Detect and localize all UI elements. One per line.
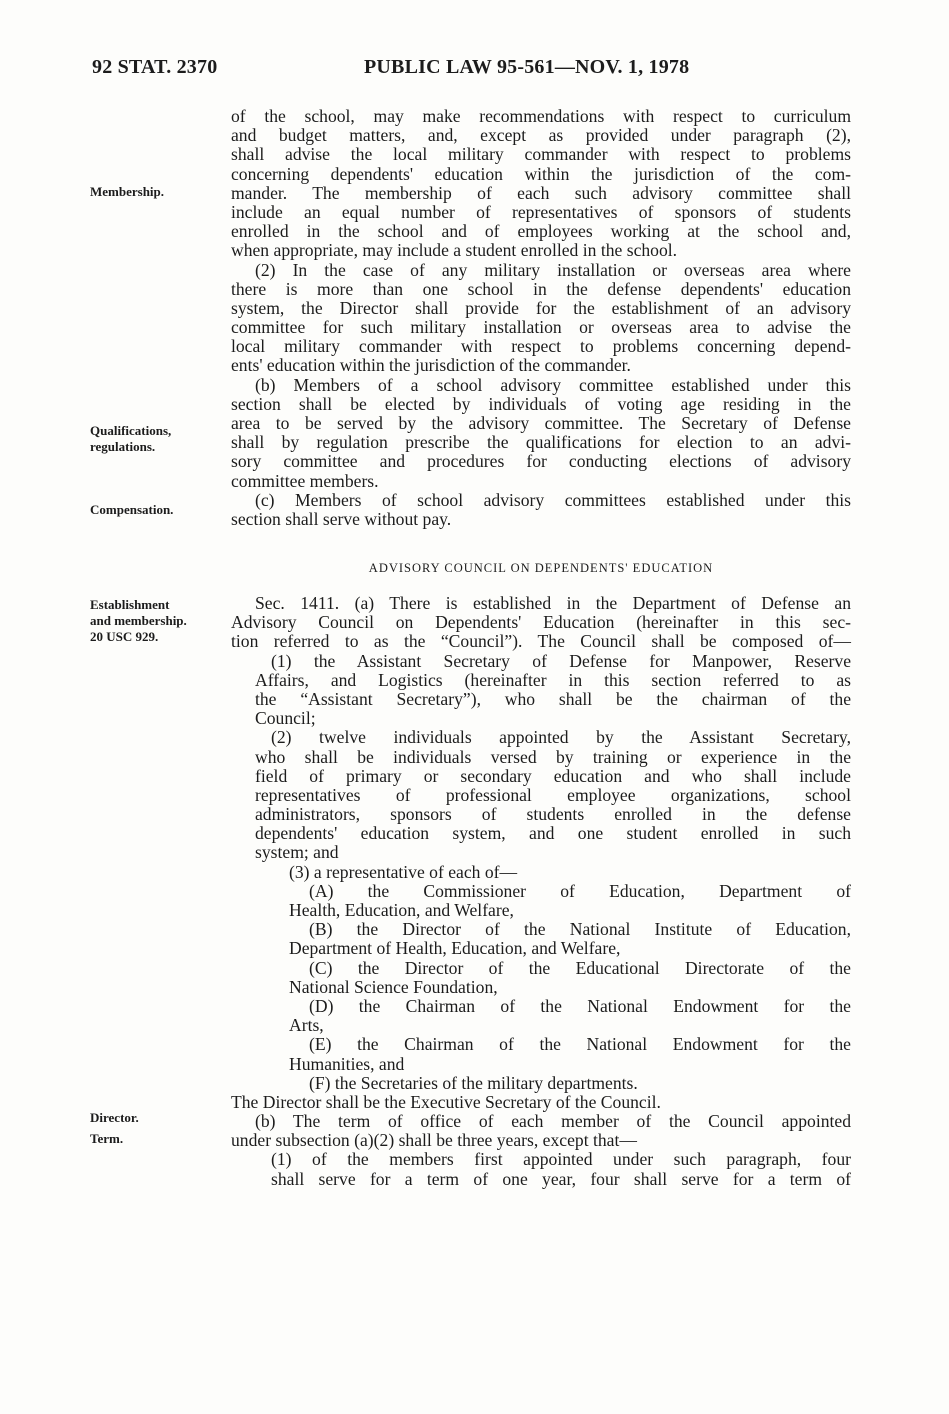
margin-note-compensation xyxy=(90,502,173,518)
text-line: The Director shall be the Executive Secretary of the Council. xyxy=(231,1091,661,1112)
text-line: Affairs, and Logistics (hereinafter in this section referred to as xyxy=(255,669,851,690)
margin-note-membership xyxy=(90,184,164,200)
margin-note-term xyxy=(90,1131,123,1147)
text-line: local military commander with respect to problems concerning depend- xyxy=(231,336,851,357)
text-line: (2) In the case of any military installation or overseas area where xyxy=(255,259,851,280)
text-line: (D) the Chairman of the National Endowment for the xyxy=(309,995,851,1016)
text-line: (b) Members of a school advisory committee established under this xyxy=(255,374,851,395)
text-line: (c) Members of school advisory committees established under this xyxy=(255,489,851,510)
text-line: ents' education within the jurisdiction of the commander. xyxy=(231,355,631,376)
margin-note-line: Qualifications, xyxy=(90,423,172,438)
margin-note-line: Compensation. xyxy=(90,502,174,517)
text-line: shall advise the local military commander with respect to problems xyxy=(231,144,851,165)
margin-note-director xyxy=(90,1110,139,1126)
text-line: enrolled in the school and of employees working at the school and, xyxy=(231,221,851,242)
text-line: Department of Health, Education, and Welfare, xyxy=(289,938,621,959)
text-line: (B) the Director of the National Institute of Education, xyxy=(309,919,851,940)
text-line: Sec. 1411. (a) There is established in the Department of Defense an xyxy=(255,593,851,613)
text-line: (A) the Commissioner of Education, Department of xyxy=(309,880,851,901)
text-line: system, the Director shall provide for the establishment of an advisory xyxy=(231,297,851,318)
text-line: committee members. xyxy=(231,470,379,491)
text-line: tion referred to as the “Council”). The Council shall be composed of— xyxy=(231,631,851,652)
text-line: National Science Foundation, xyxy=(289,976,498,997)
text-line: Advisory Council on Dependents' Education (hereinafter in this sec- xyxy=(231,612,851,633)
text-line: administrators, sponsors of students enrolled in the defense xyxy=(255,804,851,825)
text-line: Humanities, and xyxy=(289,1053,405,1074)
text-line: committee for such military installation or overseas area to advise the xyxy=(231,317,851,338)
text-line: section shall be elected by individuals of voting age residing in the xyxy=(231,393,851,414)
text-line: representatives of professional employee organizations, school xyxy=(255,784,851,805)
text-line: there is more than one school in the defense dependents' education xyxy=(231,278,851,299)
text-line: who shall be individuals versed by training or experience in the xyxy=(255,746,851,767)
text-line: section shall serve without pay. xyxy=(231,508,452,529)
text-line: the “Assistant Secretary”), who shall be the chairman of the xyxy=(255,688,851,709)
text-line: (b) The term of office of each member of the Council appointed xyxy=(255,1111,851,1132)
margin-note-line: Term. xyxy=(90,1131,124,1146)
text-line: (E) the Chairman of the National Endowment for the xyxy=(309,1034,851,1055)
body-block-2 xyxy=(231,594,851,1189)
text-line: dependents' education system, and one student enrolled in such xyxy=(255,823,851,844)
text-line: area to be served by the advisory committee. The Secretary of Defense xyxy=(231,413,851,433)
text-line: shall serve for a term of one year, four shall serve for a term of xyxy=(271,1168,851,1189)
statute-page-number: 92 STAT. 2370 xyxy=(92,56,218,78)
text-line: include an equal number of representatives of sponsors of students xyxy=(231,201,851,222)
text-line: (C) the Director of the Educational Directorate of the xyxy=(309,957,851,978)
text-line: shall by regulation prescribe the qualifications for election to an advi- xyxy=(231,432,851,453)
text-line: (3) a representative of each of— xyxy=(289,861,518,882)
text-line: Council; xyxy=(255,708,316,729)
margin-note-line: regulations. xyxy=(90,439,156,454)
margin-note-line: Director. xyxy=(90,1110,139,1125)
text-line: when appropriate, may include a student enrolled in the school. xyxy=(231,240,678,261)
text-line: and budget matters, and, except as provided under paragraph (2), xyxy=(231,125,851,146)
text-line: sory committee and procedures for conducting elections of advisory xyxy=(231,451,851,472)
text-line: Health, Education, and Welfare, xyxy=(289,900,514,920)
text-line: (1) the Assistant Secretary of Defense for Manpower, Reserve xyxy=(271,650,851,671)
margin-note-line: and membership. xyxy=(90,613,187,628)
running-header-title: PUBLIC LAW 95-561—NOV. 1, 1978 xyxy=(364,56,690,78)
text-line: mander. The membership of each such advisory committee shall xyxy=(231,182,851,203)
text-line: under subsection (a)(2) shall be three years, except that— xyxy=(231,1130,637,1151)
body-block-1 xyxy=(231,107,851,529)
text-line: (1) of the members first appointed under such paragraph, four xyxy=(271,1149,851,1170)
text-line: (F) the Secretaries of the military departments. xyxy=(309,1072,638,1093)
margin-note-establishment xyxy=(90,597,187,645)
text-line: of the school, may make recommendations with respect to curriculum xyxy=(231,106,851,126)
text-line: (2) twelve individuals appointed by the Assistant Secretary, xyxy=(271,727,851,748)
text-line: concerning dependents' education within the jurisdiction of the com- xyxy=(231,163,851,184)
margin-note-line: 20 USC 929. xyxy=(90,629,159,644)
text-line: system; and xyxy=(255,842,339,863)
text-line: Arts, xyxy=(289,1015,324,1036)
text-line: field of primary or secondary education and who shall include xyxy=(255,765,851,786)
margin-note-line: Establishment xyxy=(90,597,170,612)
margin-note-line: Membership. xyxy=(90,184,165,199)
margin-note-qualifications xyxy=(90,423,171,455)
section-heading: ADVISORY COUNCIL ON DEPENDENTS' EDUCATION xyxy=(368,561,714,575)
